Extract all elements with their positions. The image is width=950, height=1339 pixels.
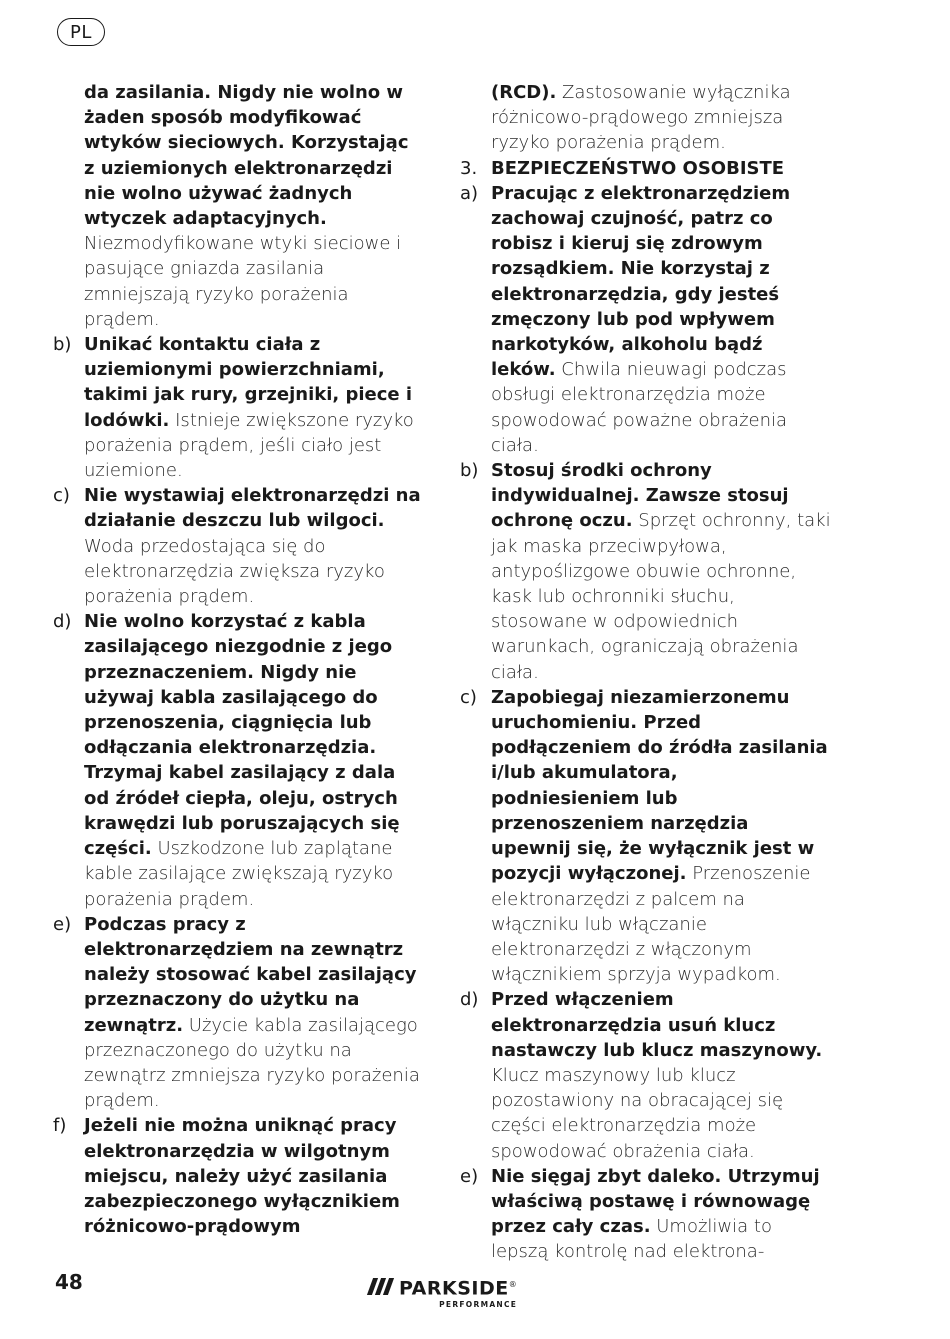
item-normal-text: Woda przedostająca się do elektronarzędzia zwiększa ryzyko porażenia prądem.: [84, 535, 385, 608]
item-bold-text: Stosuj środki ochrony indywidualnej. Zawsze stosuj ochronę oczu.: [491, 460, 789, 532]
list-item: [53, 483, 423, 609]
item-marker: d): [460, 989, 479, 1011]
logo-wordmark: [399, 1275, 517, 1309]
item-normal-text: Umożliwia to lepszą kontrolę nad elektrona-: [491, 1216, 772, 1263]
item-normal-text: Sprzęt ochronny, taki jak maska przeciwpyłowa, antypoślizgowe obuwie ochronne, kask lub ochronniki słuchu, stosowane w odpowiednich warunkach, ograniczają obrażenia ciała.: [491, 510, 831, 683]
right-column: [460, 80, 832, 1265]
logo-brand: PARKSIDE: [399, 1277, 509, 1300]
list-item: [53, 1113, 423, 1239]
item-marker: c): [53, 485, 70, 507]
section-title: BEZPIECZEŃSTWO OSOBISTE: [491, 157, 785, 179]
item-bold-text: Pracując z elektronarzędziem zachowaj czujność, patrz co robisz i kieruj się zdrowym rozsądkiem. Nie korzystaj z elektronarzędzia, gdy jesteś zmęczony lub pod wpływem narkotyków, alkoholu bądź leków.: [491, 182, 791, 381]
item-marker: e): [460, 1165, 479, 1187]
list-item: [460, 1164, 832, 1265]
list-item: [460, 685, 832, 987]
item-normal-text: Chwila nieuwagi podczas obsługi elektronarzędzia może spowodować poważne obrażenia ciała.: [491, 359, 788, 456]
item-marker: b): [53, 334, 72, 356]
item-marker: d): [53, 611, 72, 633]
item-marker: c): [460, 686, 477, 708]
lead-bold-text: da zasilania. Nigdy nie wolno w żaden sposób modyfikować wtyków sieciowych. Korzystając z uziemionych elektronarzędzi nie wolno używać żadnych wtyczek adaptacyjnych.: [84, 82, 409, 230]
item-marker: a): [460, 182, 479, 204]
item-normal-text: Przenoszenie elektronarzędzi z palcem na włączniku lub włączanie elektronarzędzi z włączonym włącznikiem sprzyja wypadkom.: [491, 863, 811, 986]
logo-slashes-icon: [370, 1278, 391, 1295]
section-number: 3.: [460, 157, 478, 179]
logo-sub-text: PERFORMANCE: [439, 1300, 518, 1310]
item-bold-text: Przed włączeniem elektronarzędzia usuń klucz nastawczy lub klucz maszynowy.: [491, 989, 823, 1061]
list-item: [53, 609, 423, 911]
list-item: [53, 332, 423, 483]
item-normal-text: Uszkodzone lub zaplątane kable zasilające zwiększają ryzyko porażenia prądem.: [84, 838, 394, 910]
lead-bold-text: (RCD).: [491, 82, 557, 103]
item-normal-text: Użycie kabla zasilającego przeznaczonego do użytku na zewnątrz zmniejsza ryzyko porażenia prądem.: [84, 1014, 420, 1112]
list-item: [460, 987, 832, 1163]
language-badge: PL: [57, 18, 105, 46]
item-marker: f): [53, 1115, 67, 1137]
list-item: [53, 912, 423, 1114]
list-item: [460, 458, 832, 685]
item-marker: b): [460, 460, 479, 482]
lead-paragraph-left: [53, 80, 423, 332]
item-bold-text: Nie wolno korzystać z kabla zasilającego niezgodnie z jego przeznaczeniem. Nigdy nie używaj kabla zasilającego do przenoszenia, ciągnięcia lub odłączania elektronarzędzia. Trzymaj kabel zasilający z dala od źródeł ciepła, oleju, ostrych krawędzi lub poruszających się części.: [84, 611, 400, 860]
item-bold-text: Nie sięgaj zbyt daleko. Utrzymuj właściwą postawę i równowagę przez cały czas.: [491, 1165, 820, 1238]
lead-normal-text: Niezmodyfikowane wtyki sieciowe i pasujące gniazda zasilania zmniejszają ryzyko porażenia prądem.: [84, 233, 402, 330]
lead-paragraph-right: [460, 80, 832, 156]
item-bold-text: Unikać kontaktu ciała z uziemionymi powierzchniami, takimi jak rury, grzejniki, piece i lodówki.: [84, 334, 413, 431]
logo-main-text: [399, 1275, 517, 1298]
item-bold-text: Podczas pracy z elektronarzędziem na zewnątrz należy stosować kabel zasilający przeznaczony do użytku na zewnątrz.: [84, 913, 417, 1036]
section-heading: [460, 156, 832, 181]
item-marker: e): [53, 913, 72, 935]
parkside-logo: [370, 1275, 517, 1309]
logo-registered: ®: [508, 1280, 518, 1289]
item-bold-text: Jeżeli nie można uniknąć pracy elektronarzędzia w wilgotnym miejscu, należy użyć zasilania zabezpieczonego wyłącznikiem różnicowo-prądowym: [84, 1115, 400, 1238]
item-bold-text: Nie wystawiaj elektronarzędzi na działanie deszczu lub wilgoci.: [84, 485, 421, 532]
item-bold-text: Zapobiegaj niezamierzonemu uruchomieniu. Przed podłączeniem do źródła zasilania i/lub akumulatora, podniesieniem lub przenoszeniem narzędzia upewnij się, że wyłącznik jest w pozycji wyłączonej.: [491, 686, 828, 885]
left-column: [53, 80, 423, 1239]
lead-normal-text: Zastosowanie wyłącznika różnicowo-prądowego zmniejsza ryzyko porażenia prądem.: [491, 82, 791, 154]
item-normal-text: Klucz maszynowy lub klucz pozostawiony na obracającej się części elektronarzędzia może spowodować obrażenia ciała.: [491, 1064, 784, 1162]
item-normal-text: Istnieje zwiększone ryzyko porażenia prądem, jeśli ciało jest uziemione.: [84, 409, 414, 482]
page-number: 48: [55, 1270, 83, 1294]
list-item: [460, 181, 832, 458]
